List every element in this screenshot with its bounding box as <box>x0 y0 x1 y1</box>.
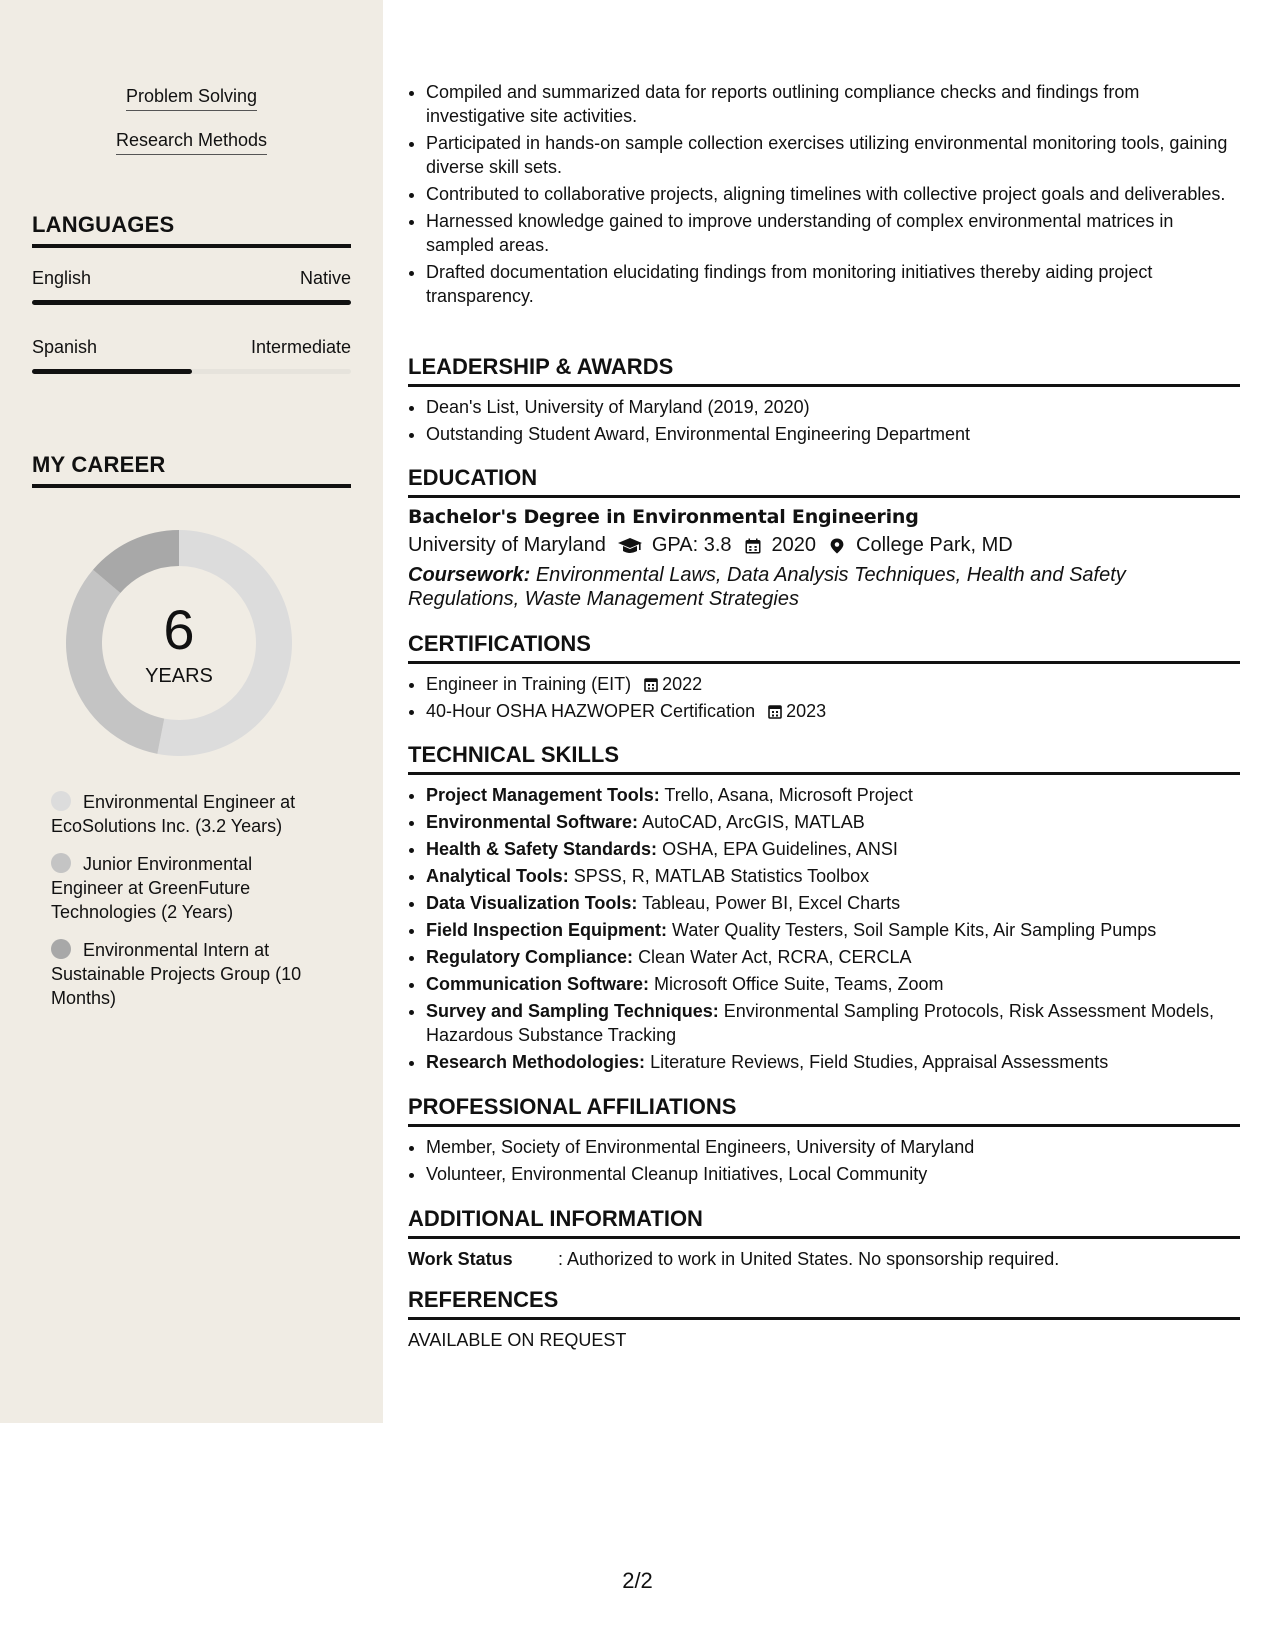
donut-segment <box>66 570 164 754</box>
skill-value: SPSS, R, MATLAB Statistics Toolbox <box>573 866 870 886</box>
degree-title: Bachelor's Degree in Environmental Engineering <box>408 506 919 528</box>
references-section <box>408 1287 1240 1352</box>
section-title: TECHNICAL SKILLS <box>408 742 1240 775</box>
career-donut <box>66 530 292 756</box>
skill-label: Research Methodologies: <box>426 1052 646 1072</box>
location: College Park, MD <box>856 534 1013 556</box>
skill-item <box>426 810 1240 834</box>
skill-label: Health & Safety Standards: <box>426 839 658 859</box>
legend-dot <box>51 853 71 873</box>
skill-item <box>426 1050 1240 1074</box>
career-item-label: Junior Environmental Engineer at GreenFuture Technologies (2 Years) <box>51 854 253 922</box>
gpa: GPA: 3.8 <box>651 534 732 556</box>
coursework-list: Environmental Laws, Data Analysis Techniques, Health and Safety Regulations, Waste Management Strategies <box>408 564 1126 610</box>
skill-item <box>426 783 1240 807</box>
work-status-value: : Authorized to work in United States. No sponsorship required. <box>558 1249 1060 1269</box>
list-item: • Dean's List, University of Maryland (2019, 2020) <box>426 395 1240 419</box>
career-item <box>51 790 326 838</box>
career-total: 6 <box>163 598 195 661</box>
skill-label: Field Inspection Equipment: <box>426 920 668 940</box>
career-list <box>51 790 326 1024</box>
skill-value: Clean Water Act, RCRA, CERCLA <box>638 947 912 967</box>
skill-value: OSHA, EPA Guidelines, ANSI <box>662 839 898 859</box>
skill-tag: Research Methods <box>116 130 267 155</box>
language-bar-fill <box>32 300 351 305</box>
page-number: 2/2 <box>622 1568 653 1593</box>
skill-value: Trello, Asana, Microsoft Project <box>664 785 913 805</box>
skill-label: Data Visualization Tools: <box>426 893 638 913</box>
coursework <box>408 563 1240 611</box>
skill-item <box>426 864 1240 888</box>
skill-value: AutoCAD, ArcGIS, MATLAB <box>642 812 865 832</box>
certification-year: 2023 <box>786 701 827 721</box>
language-level: Native <box>299 268 351 288</box>
list-item: • Compiled and summarized data for reports outlining compliance checks and findings from investigative site activities. <box>426 80 1240 128</box>
list-item: • Outstanding Student Award, Environmental Engineering Department <box>426 422 1240 446</box>
school-name: University of Maryland <box>408 534 606 556</box>
career-item <box>51 938 326 1010</box>
education-section <box>408 465 1240 611</box>
legend-dot <box>51 791 71 811</box>
certification-item <box>426 699 1240 723</box>
skill-value: Environmental Sampling Protocols, Risk Assessment Models, Hazardous Substance Tracking <box>426 1001 1214 1045</box>
section-title: REFERENCES <box>408 1287 1240 1320</box>
language-bar <box>32 300 351 305</box>
languages-heading: LANGUAGES <box>32 212 351 248</box>
language-bar <box>32 369 351 374</box>
skill-item <box>426 837 1240 861</box>
education-meta <box>408 534 1240 557</box>
section-title: EDUCATION <box>408 465 1240 498</box>
calendar-icon <box>744 536 762 556</box>
skill-item <box>426 945 1240 969</box>
graduation-cap-icon <box>618 536 642 556</box>
list-item: • Drafted documentation elucidating findings from monitoring initiatives thereby aiding project transparency. <box>426 260 1240 308</box>
skill-value: Literature Reviews, Field Studies, Appraisal Assessments <box>650 1052 1109 1072</box>
section-title: LEADERSHIP & AWARDS <box>408 354 1240 387</box>
additional-info-section <box>408 1206 1240 1271</box>
technical-skills-section <box>408 742 1240 1077</box>
list-item: • Volunteer, Environmental Cleanup Initiatives, Local Community <box>426 1162 1240 1186</box>
career-unit: YEARS <box>145 665 213 687</box>
list-item: • Participated in hands-on sample collection exercises utilizing environmental monitoring tools, gaining diverse skill sets. <box>426 131 1240 179</box>
skill-tags <box>32 86 351 174</box>
calendar-icon <box>644 677 658 692</box>
certification-name: 40-Hour OSHA HAZWOPER Certification <box>426 701 756 721</box>
certification-item <box>426 672 1240 696</box>
certification-year: 2022 <box>662 674 703 694</box>
skill-label: Environmental Software: <box>426 812 639 832</box>
skill-tag: Problem Solving <box>126 86 257 111</box>
language-name: English <box>32 268 92 288</box>
list-item: • Harnessed knowledge gained to improve understanding of complex environmental matrices in sampled areas. <box>426 209 1240 257</box>
skill-value: Microsoft Office Suite, Teams, Zoom <box>654 974 944 994</box>
certification-name: Engineer in Training (EIT) <box>426 674 632 694</box>
skill-value: Tableau, Power BI, Excel Charts <box>642 893 901 913</box>
affiliations-section <box>408 1094 1240 1189</box>
career-item-label: Environmental Engineer at EcoSolutions Inc. (3.2 Years) <box>51 792 296 836</box>
skill-label: Project Management Tools: <box>426 785 660 805</box>
experience-bullets <box>408 80 1240 311</box>
certifications-section <box>408 631 1240 726</box>
skill-label: Survey and Sampling Techniques: <box>426 1001 719 1021</box>
skill-item <box>426 972 1240 996</box>
skill-item <box>426 891 1240 915</box>
calendar-icon <box>768 704 782 719</box>
work-status-row <box>408 1247 1240 1271</box>
language-bar-fill <box>32 369 192 374</box>
career-heading: MY CAREER <box>32 452 351 488</box>
references-text: AVAILABLE ON REQUEST <box>408 1330 627 1350</box>
coursework-label: Coursework: <box>408 564 531 586</box>
list-item: • Contributed to collaborative projects, aligning timelines with collective project goals and deliverables. <box>426 182 1240 206</box>
graduation-year: 2020 <box>771 534 817 556</box>
section-title: CERTIFICATIONS <box>408 631 1240 664</box>
career-item <box>51 852 326 924</box>
location-pin-icon <box>828 536 846 556</box>
leadership-section <box>408 354 1240 449</box>
skill-value: Water Quality Testers, Soil Sample Kits, Air Sampling Pumps <box>672 920 1157 940</box>
language-name: Spanish <box>32 337 98 357</box>
skill-item <box>426 918 1240 942</box>
language-level: Intermediate <box>250 337 351 357</box>
skill-label: Communication Software: <box>426 974 650 994</box>
skill-item <box>426 999 1240 1047</box>
work-status-label: Work Status <box>408 1249 513 1269</box>
skill-label: Analytical Tools: <box>426 866 569 886</box>
list-item: • Member, Society of Environmental Engineers, University of Maryland <box>426 1135 1240 1159</box>
sidebar <box>0 0 383 1423</box>
section-title: ADDITIONAL INFORMATION <box>408 1206 1240 1239</box>
career-item-label: Environmental Intern at Sustainable Projects Group (10 Months) <box>51 940 302 1008</box>
section-title: PROFESSIONAL AFFILIATIONS <box>408 1094 1240 1127</box>
legend-dot <box>51 939 71 959</box>
skill-label: Regulatory Compliance: <box>426 947 634 967</box>
